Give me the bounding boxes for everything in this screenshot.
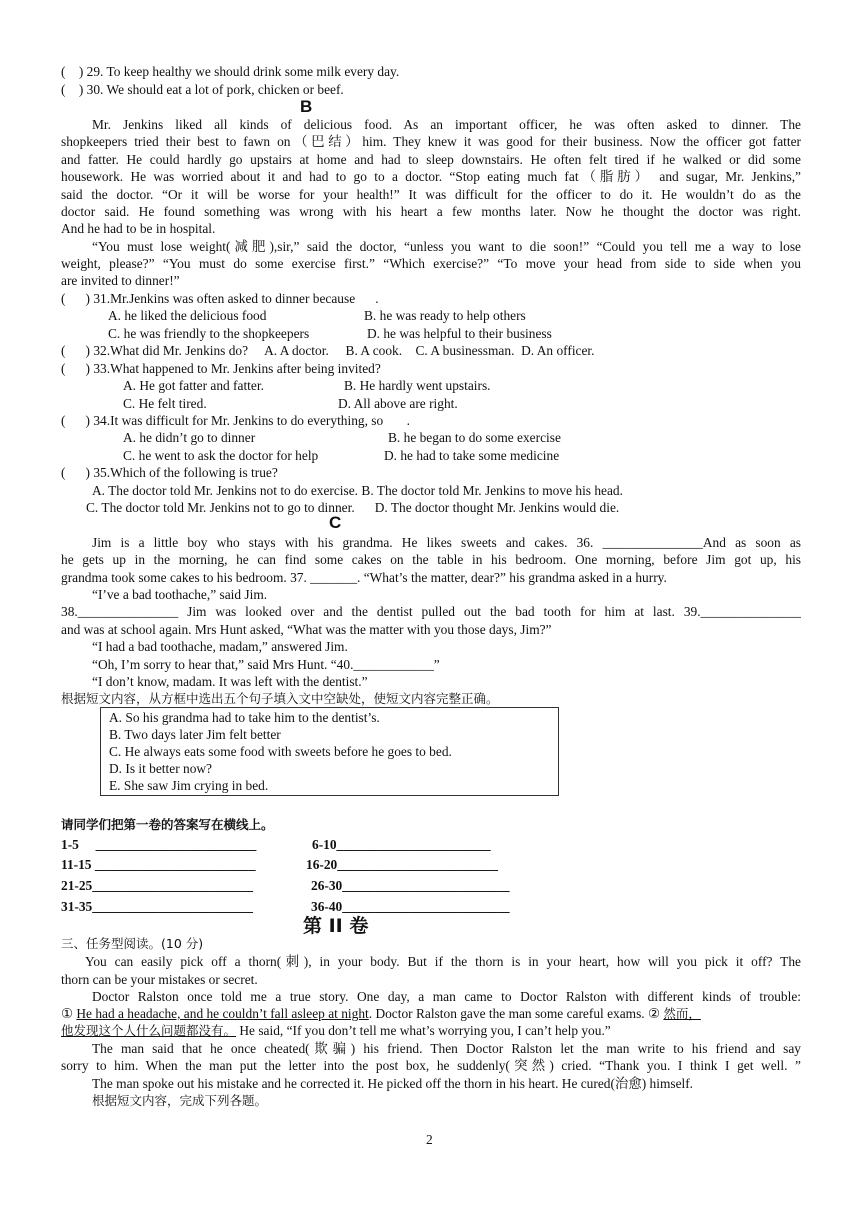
passage-b-line: And he had to be in hospital. [61,221,216,236]
passage-c-line: and was at school again. Mrs Hunt asked, “What was the matter with you those days, Jim?” [61,622,552,637]
question-35: ( ) 35.Which of the following is true? [61,465,278,480]
option-31a: A. he liked the delicious food [108,308,267,323]
answer-note: 请同学们把第一卷的答案写在横线上。 [61,817,274,832]
question-30: ( ) 30. We should eat a lot of pork, chicken or beef. [61,82,344,97]
option-33d: D. All above are right. [338,396,458,411]
passage-c-line: “I don’t know, madam. It was left with the dentist.” [92,674,368,689]
option-35ab: A. The doctor told Mr. Jenkins not to do exercise. B. The doctor told Mr. Jenkins to move his head. [92,483,623,498]
answer-line-36-40[interactable]: 36-40_________________________ [311,899,510,914]
passage-3-line: The man said that he once cheated(欺骗) his friend. Then Doctor Ralston let the man write to his friend and say [92,1041,801,1056]
answer-line-6-10[interactable]: 6-10_______________________ [312,837,491,852]
option-34d: D. he had to take some medicine [384,448,560,463]
option-c: C. He always eats some food with sweets before he goes to bed. [109,744,452,759]
circle-1-marker: ① [61,1006,74,1021]
passage-c-line: 38._______________ Jim was looked over and the dentist pulled out the bad tooth for him at last. 39._______________ [61,604,801,619]
passage-3-text: He said, “If you don’t tell me what’s worrying you, I can’t help you.” [236,1023,611,1038]
passage-3-line: You can easily pick off a thorn(刺), in your body. But if the thorn is in your heart, how will you pick it off? The [85,954,801,969]
options-box [100,707,559,796]
passage-3-line: The man spoke out his mistake and he corrected it. He picked off the thorn in his heart. He cured(治愈) himself. [92,1076,694,1091]
option-34a: A. he didn’t go to dinner [123,430,256,445]
question-33: ( ) 33.What happened to Mr. Jenkins after being invited? [61,361,381,376]
option-31d: D. he was helpful to their business [367,326,552,341]
option-e: E. She saw Jim crying in bed. [109,778,269,793]
passage-b-line: are invited to dinner!” [61,273,180,288]
passage-b-line: Mr. Jenkins liked all kinds of delicious food. As an important officer, he was often asked to dinner. The [92,117,801,132]
passage-3-line: thorn can be your mistakes or secret. [61,972,258,987]
instructions-3: 根据短文内容，完成下列各题。 [92,1093,268,1108]
option-35cd: C. The doctor told Mr. Jenkins not to go to dinner. D. The doctor thought Mr. Jenkins would die. [86,500,620,515]
passage-3-line: sorry to him. When the man put the letter into the post box, he suddenly(突然) cried. “Thank you. I think I get well. ” [61,1058,801,1073]
answer-line-26-30[interactable]: 26-30_________________________ [311,878,510,893]
passage-b-line: said the doctor. “Or it will be worse for your health!” It was difficult for the officer to do it. He wouldn’t do as the [61,187,801,202]
option-33b: B. He hardly went upstairs. [344,378,491,393]
passage-c-line: “I’ve a bad toothache,” said Jim. [92,587,268,602]
option-d: D. Is it better now? [109,761,213,776]
passage-3-line [61,1005,701,1022]
passage-c-line: he gets up in the morning, he can find some cakes on the table in his bedroom. One morning, before Jim got up, his [61,552,801,567]
passage-b-line: and fatter. He could hardly go upstairs at home and had to sleep downstairs. He often felt tired if he walked or did some [61,152,801,167]
passage-b-line: shopkeepers tried their best to fawn on（巴结）him. They knew it was good for their business. Now the officer got fatter [61,134,801,149]
question-31: ( ) 31.Mr.Jenkins was often asked to dinner because . [61,291,379,306]
passage-3-text: . Doctor Ralston gave the man some careful exams. ② [368,1006,661,1021]
option-34c: C. he went to ask the doctor for help [123,448,319,463]
underlined-sentence-2a: 然而， [663,1006,701,1021]
question-29: ( ) 29. To keep healthy we should drink some milk every day. [61,64,400,79]
answer-line-16-20[interactable]: 16-20________________________ [306,857,498,872]
passage-3-line [61,1022,611,1039]
option-a: A. So his grandma had to take him to the dentist’s. [109,710,380,725]
passage-c-line: “Oh, I’m sorry to hear that,” said Mrs Hunt. “40.____________” [92,657,440,672]
option-b: B. Two days later Jim felt better [109,727,281,742]
option-33a: A. He got fatter and fatter. [123,378,264,393]
passage-b-line: housework. He was worried about it and had to go to a doctor. “Stop eating much fat（脂肪） and sugar, Mr. Jenkins,” [61,169,801,184]
option-34b: B. he began to do some exercise [388,430,561,445]
option-33c: C. He felt tired. [123,396,207,411]
answer-line-11-15[interactable]: 11-15 ________________________ [61,857,256,872]
answer-line-31-35[interactable]: 31-35________________________ [61,899,253,914]
passage-c-line: “I had a bad toothache, madam,” answered Jim. [92,639,348,654]
passage-c-line: grandma took some cakes to his bedroom. 37. _______. “What’s the matter, dear?” his grandma asked in a hurry. [61,570,667,585]
underlined-sentence-2b: 他发现这个人什么问题都没有。 [61,1023,237,1038]
part-2-heading: 第 II 卷 [303,915,369,937]
answer-line-21-25[interactable]: 21-25________________________ [61,878,253,893]
section-c-heading: C [329,513,342,532]
answer-line-1-5[interactable]: 1-5 ________________________ [61,837,257,852]
passage-c-line: Jim is a little boy who stays with his grandma. He likes sweets and cakes. 36. _______________And as soon as [92,535,801,550]
option-31c: C. he was friendly to the shopkeepers [108,326,310,341]
passage-b-line: weight, please?” “You must do some exercise first.” “Which exercise?” “To move your head from side to side when you [61,256,801,271]
section-3-heading: 三、任务型阅读。(10 分) [61,936,204,951]
passage-3-line: Doctor Ralston once told me a true story. One day, a man came to Doctor Ralston with different kinds of trouble: [92,989,801,1004]
passage-b-line: “You must lose weight(减肥),sir,” said the doctor, “unless you want to die soon!” “Could you tell me a way to lose [92,239,801,254]
instructions-c: 根据短文内容，从方框中选出五个句子填入文中空缺处，使短文内容完整正确。 [61,691,499,706]
section-b-heading: B [300,97,313,116]
underlined-sentence-1: He had a headache, and he couldn’t fall asleep at night [76,1006,369,1021]
option-31b: B. he was ready to help others [364,308,526,323]
question-32: ( ) 32.What did Mr. Jenkins do? A. A doctor. B. A cook. C. A businessman. D. An officer. [61,343,595,358]
question-34: ( ) 34.It was difficult for Mr. Jenkins to do everything, so . [61,413,410,428]
passage-b-line: doctor said. He found something was wrong with his heart a few months later. Now he thought the doctor was right. [61,204,801,219]
page-number: 2 [426,1132,433,1147]
